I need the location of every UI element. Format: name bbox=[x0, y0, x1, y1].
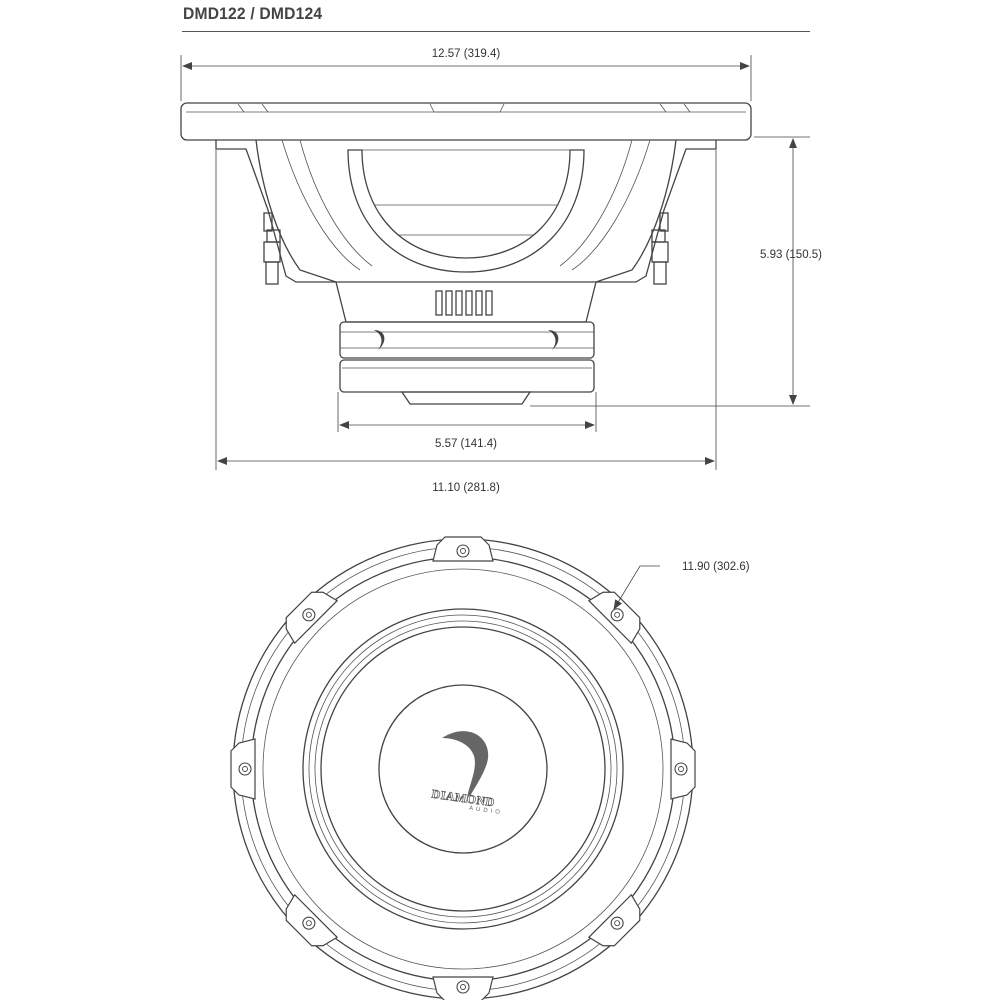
bolt-tabs bbox=[231, 537, 695, 1000]
center-logo bbox=[431, 731, 503, 816]
vent-slots bbox=[436, 291, 492, 315]
diagram-title: DMD122 / DMD124 bbox=[183, 4, 323, 23]
logo-mark-right bbox=[548, 330, 558, 350]
dim-bolt-circle: 11.90 (302.6) bbox=[682, 561, 750, 573]
surround bbox=[303, 609, 623, 929]
bolt-tab bbox=[433, 537, 493, 561]
basket-window bbox=[348, 150, 584, 272]
dim-overall-width: 12.57 (319.4) bbox=[431, 48, 501, 60]
side-view bbox=[181, 48, 822, 494]
basket-outline bbox=[216, 140, 336, 282]
dust-cap bbox=[379, 685, 547, 853]
terminal-left bbox=[264, 213, 280, 284]
dim-cutout-diameter: 11.10 (281.8) bbox=[432, 482, 500, 494]
top-flange bbox=[181, 103, 751, 140]
front-view bbox=[231, 537, 750, 1000]
bolt-tab bbox=[433, 977, 493, 1000]
dim-magnet-diameter: 5.57 (141.4) bbox=[434, 438, 498, 450]
bolt-tab bbox=[671, 739, 695, 799]
back-plate bbox=[402, 392, 530, 404]
bolt-tab bbox=[231, 739, 255, 799]
logo-mark-left bbox=[374, 330, 384, 350]
cone bbox=[321, 627, 605, 911]
logo-brand-text: DIAMOND bbox=[430, 786, 496, 810]
dim-mount-depth: 5.93 (150.5) bbox=[760, 249, 823, 261]
magnet-lower bbox=[340, 360, 594, 392]
logo-sub-text: AUDIO bbox=[468, 805, 504, 817]
terminal-right bbox=[652, 213, 668, 284]
